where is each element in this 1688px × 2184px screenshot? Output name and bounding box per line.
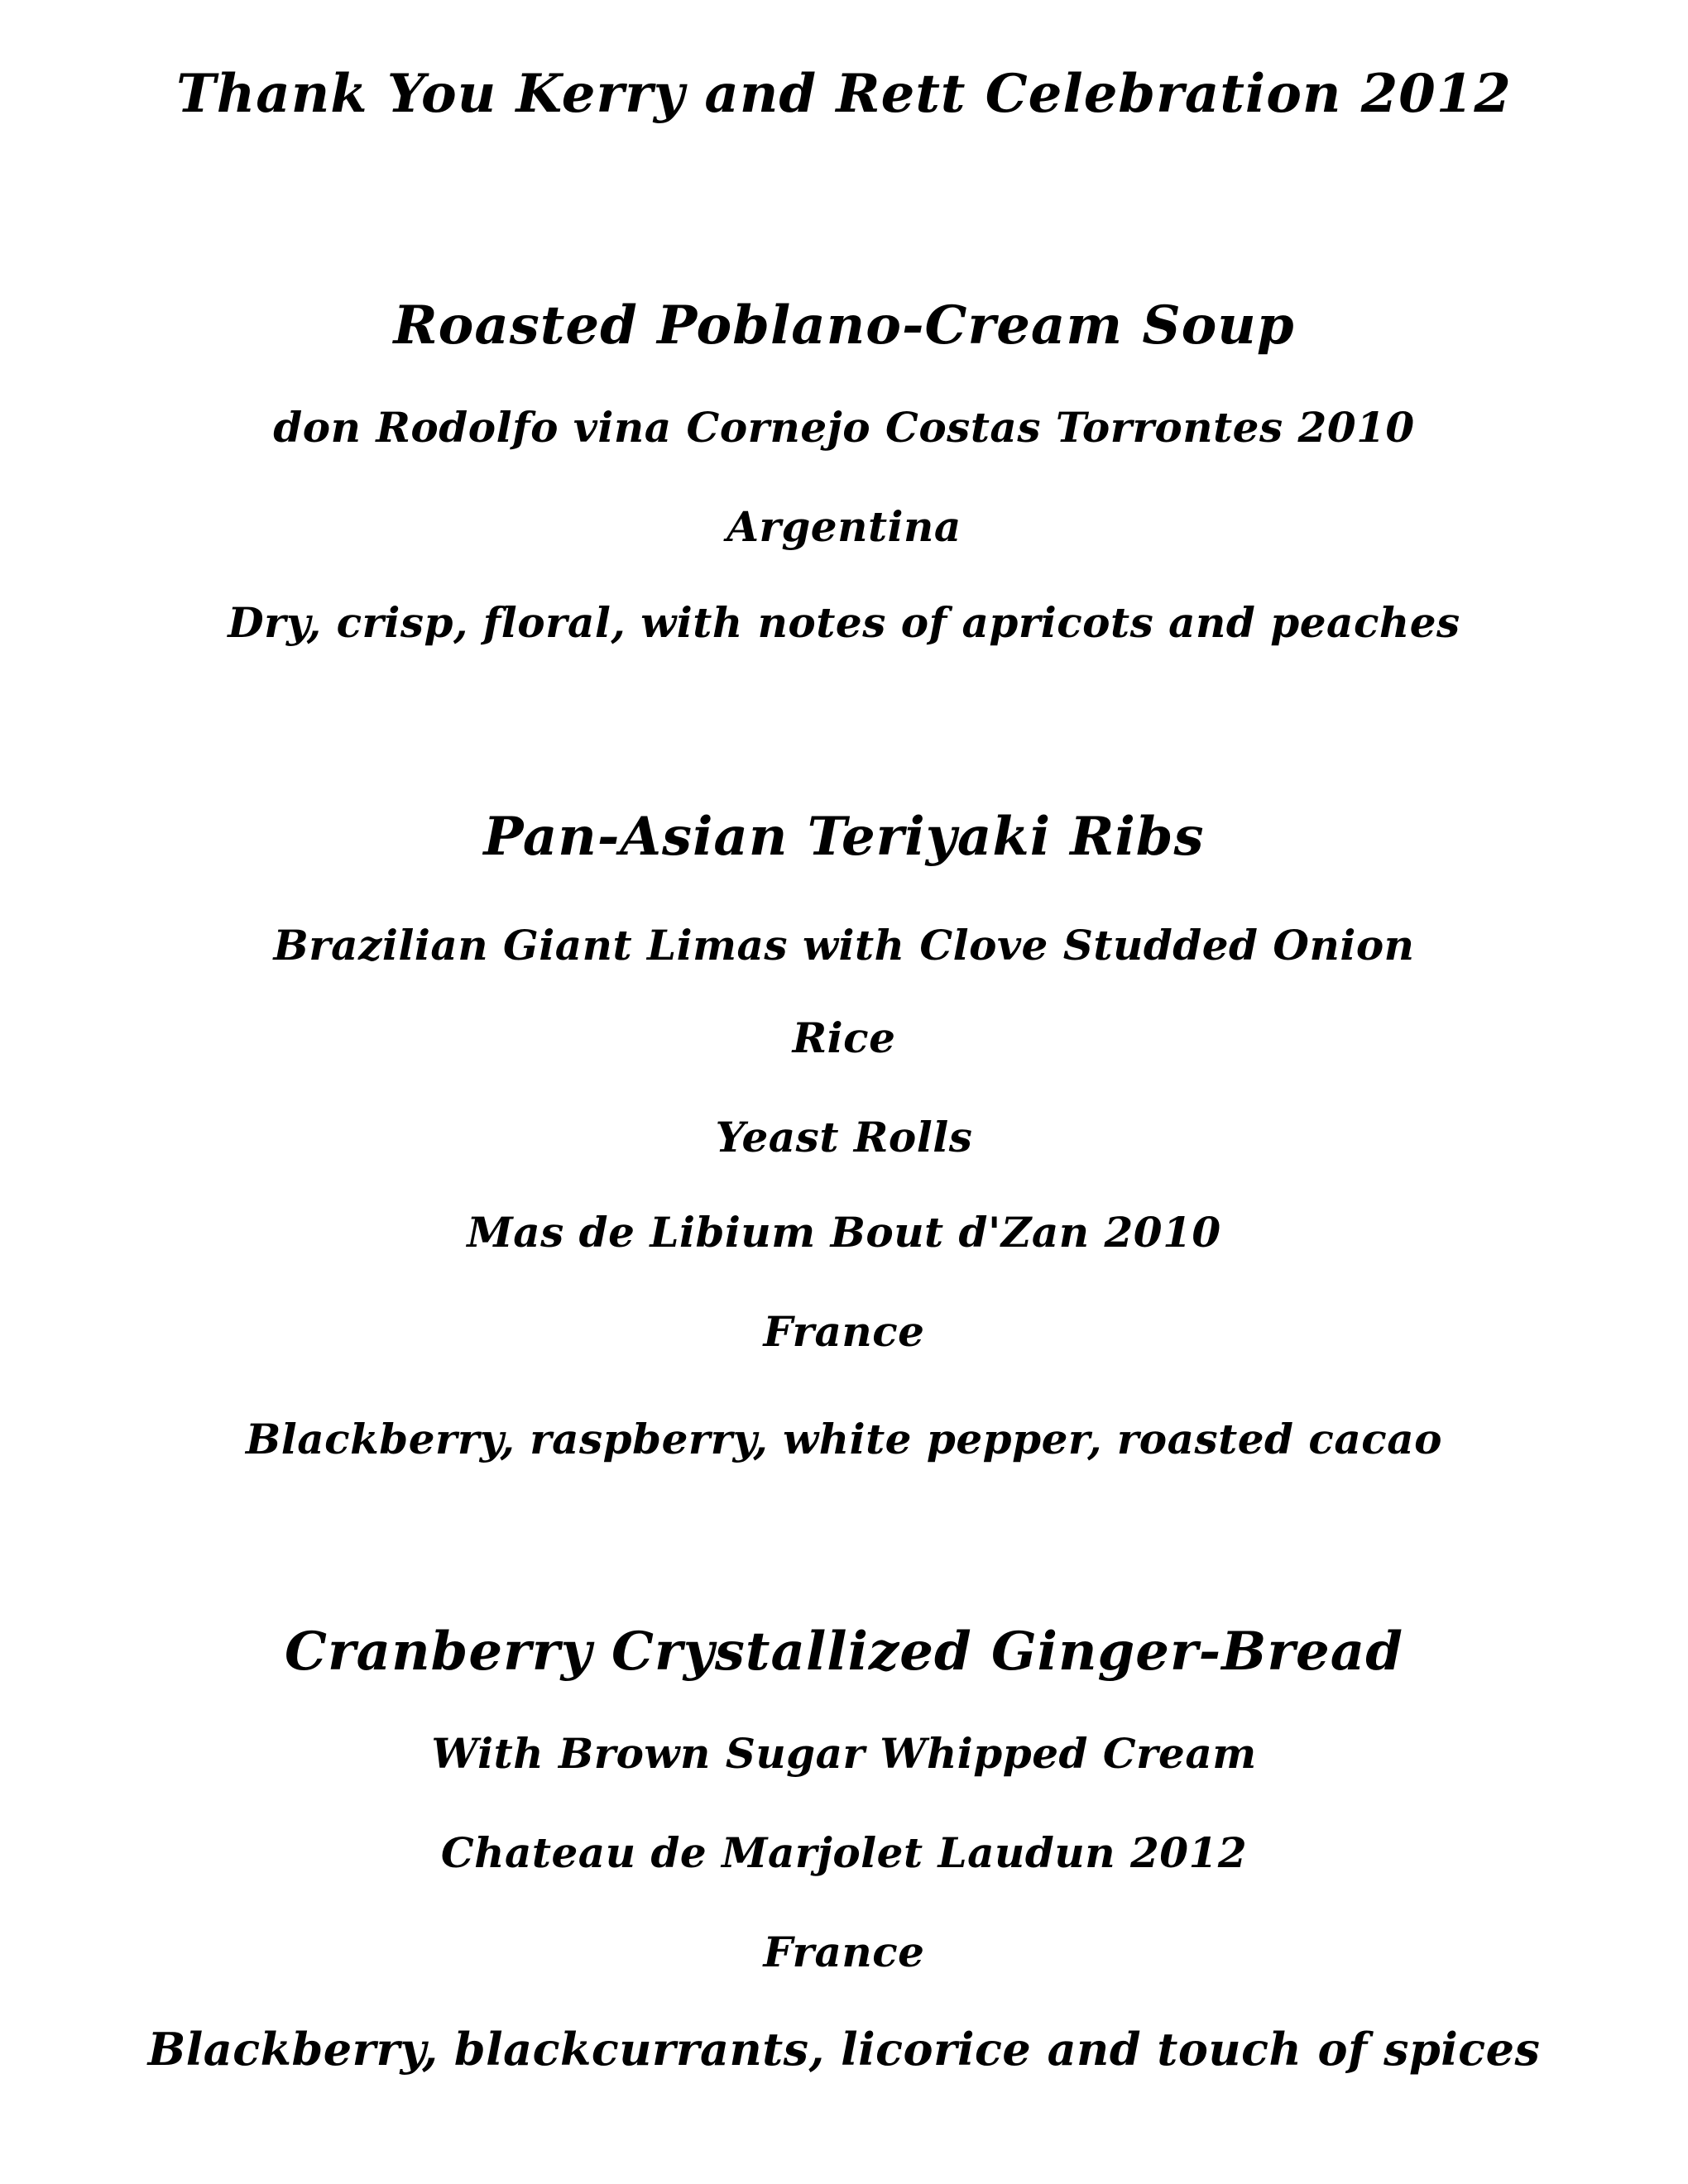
wine-origin: Argentina	[727, 502, 961, 551]
course-title-ribs: Pan-Asian Teriyaki Ribs	[483, 806, 1205, 868]
side-dish: Brazilian Giant Limas with Clove Studded Onion	[273, 921, 1415, 970]
dessert-accompaniment: With Brown Sugar Whipped Cream	[431, 1729, 1257, 1778]
side-dish: Rice	[792, 1013, 896, 1062]
menu-title: Thank You Kerry and Rett Celebration 2012	[176, 63, 1512, 125]
side-dish: Yeast Rolls	[715, 1113, 973, 1161]
wine-name: Chateau de Marjolet Laudun 2012	[440, 1828, 1248, 1877]
wine-name: Mas de Libium Bout d'Zan 2010	[467, 1208, 1221, 1257]
wine-notes: Blackberry, raspberry, white pepper, roasted cacao	[246, 1415, 1442, 1463]
course-title-dessert: Cranberry Crystallized Ginger-Bread	[285, 1621, 1403, 1683]
wine-notes: Blackberry, blackcurrants, licorice and touch of spices	[147, 2023, 1541, 2076]
wine-name: don Rodolfo vina Cornejo Costas Torrontes 2010	[273, 403, 1415, 452]
wine-notes: Dry, crisp, floral, with notes of apricots and peaches	[228, 598, 1460, 647]
wine-origin: France	[763, 1928, 925, 1976]
wine-origin: France	[763, 1307, 925, 1356]
course-title-soup: Roasted Poblano-Cream Soup	[393, 295, 1295, 357]
